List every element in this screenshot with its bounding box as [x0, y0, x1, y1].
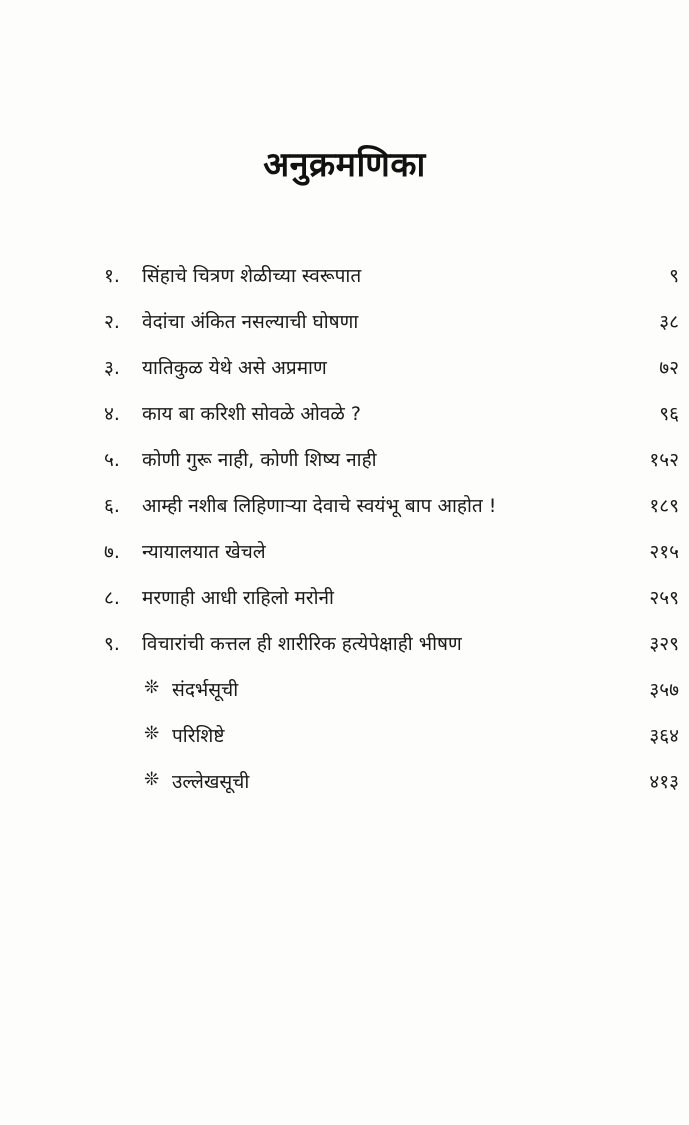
- toc-entry: [0, 446, 689, 492]
- toc-entry: [0, 262, 689, 308]
- page-number: ७२: [659, 357, 679, 379]
- toc-entry: [0, 630, 689, 676]
- appendix-title: संदर्भसूची: [172, 679, 239, 701]
- chapter-number: ९.: [104, 633, 120, 655]
- chapter-number: ४.: [104, 403, 120, 425]
- toc-entry-appendix: [0, 768, 689, 814]
- chapter-title: सिंहाचे चित्रण शेळीच्या स्वरूपात: [142, 265, 362, 287]
- chapter-number: ३.: [104, 357, 120, 379]
- page-number: ४१३: [649, 771, 679, 793]
- toc-entry: [0, 354, 689, 400]
- chapter-title: यातिकुळ येथे असे अप्रमाण: [142, 357, 327, 379]
- toc-entry: [0, 400, 689, 446]
- chapter-title: कोणी गुरू नाही, कोणी शिष्य नाही: [142, 449, 377, 471]
- chapter-title: काय बा करिशी सोवळे ओवळे ?: [142, 403, 361, 425]
- chapter-title: आम्ही नशीब लिहिणाऱ्या देवाचे स्वयंभू बाप आहोत !: [142, 495, 497, 517]
- toc-entry: [0, 584, 689, 630]
- asterisk-icon: ❊: [144, 677, 160, 698]
- page-number: ३६४: [649, 725, 679, 747]
- table-of-contents: [0, 262, 689, 814]
- appendix-title: उल्लेखसूची: [172, 771, 250, 793]
- page-number: १८९: [649, 495, 679, 517]
- toc-entry: [0, 492, 689, 538]
- page-title: अनुक्रमणिका: [263, 145, 426, 185]
- page-number: ३२९: [649, 633, 679, 655]
- toc-entry: [0, 538, 689, 584]
- chapter-title: विचारांची कत्तल ही शारीरिक हत्येपेक्षाही भीषण: [142, 633, 462, 655]
- chapter-number: ८.: [104, 587, 120, 609]
- chapter-number: २.: [104, 311, 120, 333]
- asterisk-icon: ❊: [144, 769, 160, 790]
- page-number: ९६: [659, 403, 679, 425]
- page-number: ९: [669, 265, 679, 287]
- appendix-title: परिशिष्टे: [172, 725, 225, 747]
- page-number: २५९: [649, 587, 679, 609]
- chapter-number: ७.: [104, 541, 120, 563]
- page-number: २१५: [649, 541, 679, 563]
- chapter-title: वेदांचा अंकित नसल्याची घोषणा: [142, 311, 359, 333]
- chapter-title: मरणाही आधी राहिलो मरोनी: [142, 587, 334, 609]
- asterisk-icon: ❊: [144, 723, 160, 744]
- chapter-title: न्यायालयात खेचले: [142, 541, 266, 563]
- chapter-number: १.: [104, 265, 120, 287]
- toc-entry: [0, 308, 689, 354]
- page-number: ३८: [659, 311, 679, 333]
- chapter-number: ६.: [104, 495, 120, 517]
- toc-entry-appendix: [0, 676, 689, 722]
- page-number: १५२: [649, 449, 679, 471]
- toc-entry-appendix: [0, 722, 689, 768]
- chapter-number: ५.: [104, 449, 120, 471]
- page-number: ३५७: [649, 679, 679, 701]
